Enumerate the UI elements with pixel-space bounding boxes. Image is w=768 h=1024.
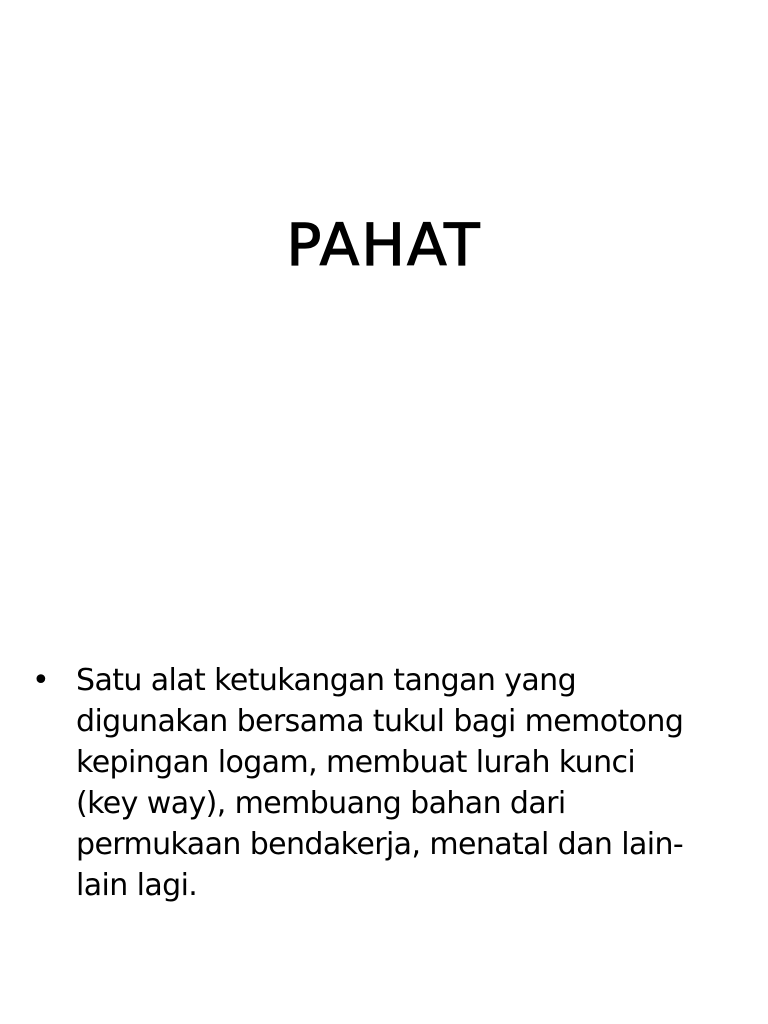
bullet-list [28, 660, 728, 906]
bullet-text: Satu alat ketukangan tangan yang digunakan bersama tukul bagi memotong kepingan logam, membuat lurah kunci (key way), membuang bahan dari permukaan bendakerja, menatal dan lain- lain lagi. [76, 663, 684, 903]
bullet-item [28, 660, 728, 906]
slide-title: PAHAT [286, 211, 482, 279]
bullet-marker: • [32, 663, 50, 698]
